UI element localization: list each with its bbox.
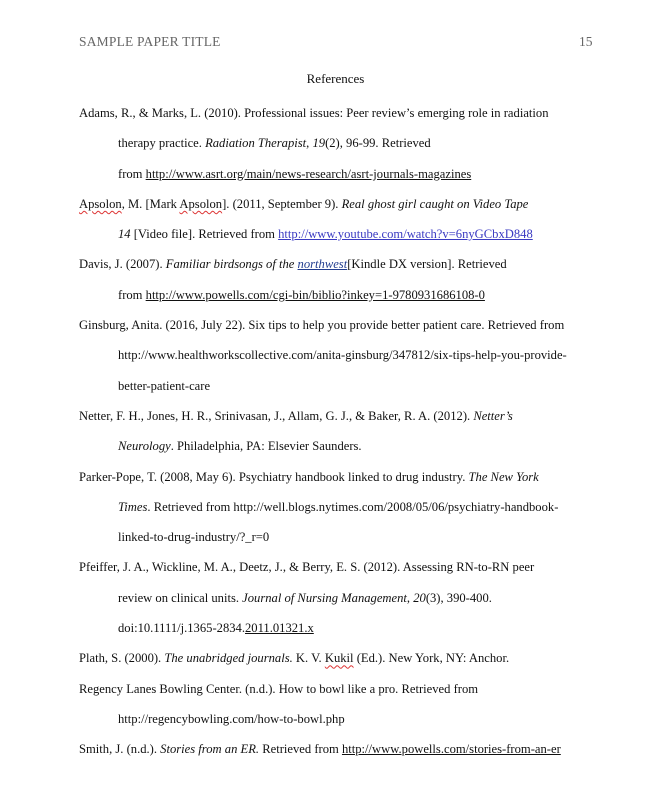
page-number: 15 xyxy=(579,34,593,49)
work-title: Netter’s xyxy=(473,408,513,423)
reference-line: Times. Retrieved from http://well.blogs.nytimes.com/2008/05/06/psychiatry-handbook- xyxy=(118,499,559,514)
reference-line: Apsolon, M. [Mark Apsolon]. (2011, September 9). Real ghost girl caught on Video Tape xyxy=(79,196,529,211)
reference-line: 14 [Video file]. Retrieved from http://www.youtube.com/watch?v=6nyGCbxD848 xyxy=(118,227,533,242)
url-link[interactable]: http://www.youtube.com/watch?v=6nyGCbxD848 xyxy=(278,227,533,242)
reference-line: Pfeiffer, J. A., Wickline, M. A., Deetz, J., & Berry, E. S. (2012). Assessing RN-to-RN peer xyxy=(79,560,535,575)
reference-line: Ginsburg, Anita. (2016, July 22). Six tips to help you provide better patient care. Retrieved from xyxy=(79,318,565,333)
work-title: Familiar birdsongs of the xyxy=(165,257,298,272)
reference-line: doi:10.1111/j.1365-2834.2011.01321.x xyxy=(118,621,314,636)
reference-entry-smith xyxy=(79,734,619,764)
reference-line: Parker-Pope, T. (2008, May 6). Psychiatry handbook linked to drug industry. The New York xyxy=(79,469,539,484)
word-link[interactable]: northwest xyxy=(297,257,348,272)
reference-line: from http://www.powells.com/cgi-bin/biblio?inkey=1-9780931686108-0 xyxy=(118,287,485,302)
reference-line: linked-to-drug-industry/?_r=0 xyxy=(118,530,270,545)
reference-entry-plath xyxy=(79,643,619,673)
misspelled-word: Kukil xyxy=(324,651,354,666)
reference-entry-regency xyxy=(79,674,619,735)
volume: 19 xyxy=(312,136,326,151)
reference-line: from http://www.asrt.org/main/news-research/asrt-journals-magazines xyxy=(118,166,472,181)
reference-line: Netter, F. H., Jones, H. R., Srinivasan, J., Allam, G. J., & Baker, R. A. (2012). Netter’s xyxy=(79,408,513,423)
reference-entry-pfeiffer xyxy=(79,552,619,643)
reference-line: Regency Lanes Bowling Center. (n.d.). How to bowl like a pro. Retrieved from xyxy=(79,681,479,696)
reference-line: Neurology. Philadelphia, PA: Elsevier Saunders. xyxy=(118,439,362,454)
volume: 20 xyxy=(413,590,426,605)
reference-line: review on clinical units. Journal of Nursing Management, 20(3), 390-400. xyxy=(118,590,492,605)
work-title: Stories from an ER. xyxy=(160,742,260,757)
work-title: The unabridged journals. xyxy=(164,651,293,666)
url-link[interactable]: http://www.asrt.org/main/news-research/asrt-journals-magazines xyxy=(145,166,472,181)
reference-line: http://www.healthworkscollective.com/anita-ginsburg/347812/six-tips-help-you-provide- xyxy=(118,348,567,363)
running-head: SAMPLE PAPER TITLE xyxy=(79,34,221,49)
reference-line: http://regencybowling.com/how-to-bowl.php xyxy=(118,711,345,726)
reference-line: Adams, R., & Marks, L. (2010). Professional issues: Peer review’s emerging role in radiation xyxy=(79,106,549,120)
url-link[interactable]: http://www.powells.com/stories-from-an-er xyxy=(341,742,561,757)
reference-entry-ginsburg xyxy=(79,310,619,401)
reference-line: better-patient-care xyxy=(118,378,211,393)
reference-entry-davis xyxy=(79,249,619,310)
reference-line: Smith, J. (n.d.). Stories from an ER. Retrieved from http://www.powells.com/stories-from-an-er xyxy=(79,742,561,757)
work-title: Neurology xyxy=(118,439,171,454)
reference-entry-parker-pope xyxy=(79,462,619,553)
reference-entry-netter xyxy=(79,401,619,462)
reference-entry-adams xyxy=(79,98,619,189)
reference-line: Plath, S. (2000). The unabridged journals. K. V. Kukil (Ed.). New York, NY: Anchor. xyxy=(79,651,510,666)
url-link[interactable]: http://www.powells.com/cgi-bin/biblio?inkey=1-9780931686108-0 xyxy=(145,287,485,302)
work-title: 14 xyxy=(118,227,131,242)
journal-title: Radiation Therapist xyxy=(205,136,307,151)
work-title: Real ghost girl caught on Video Tape xyxy=(341,196,529,211)
reference-line: therapy practice. Radiation Therapist, 19(2), 96-99. Retrieved xyxy=(118,136,431,151)
reference-line: Davis, J. (2007). Familiar birdsongs of the northwest[Kindle DX version]. Retrieved xyxy=(79,257,507,272)
misspelled-word: Apsolon xyxy=(179,196,223,211)
doi-link[interactable]: 2011.01321.x xyxy=(244,621,314,636)
reference-list xyxy=(79,98,619,765)
work-title: Times xyxy=(118,499,148,514)
misspelled-word: Apsolon xyxy=(79,196,122,211)
journal-title: Journal of Nursing Management xyxy=(242,590,407,605)
work-title: The New York xyxy=(468,469,539,484)
references-heading: References xyxy=(306,71,365,86)
reference-entry-apsolon xyxy=(79,189,619,250)
